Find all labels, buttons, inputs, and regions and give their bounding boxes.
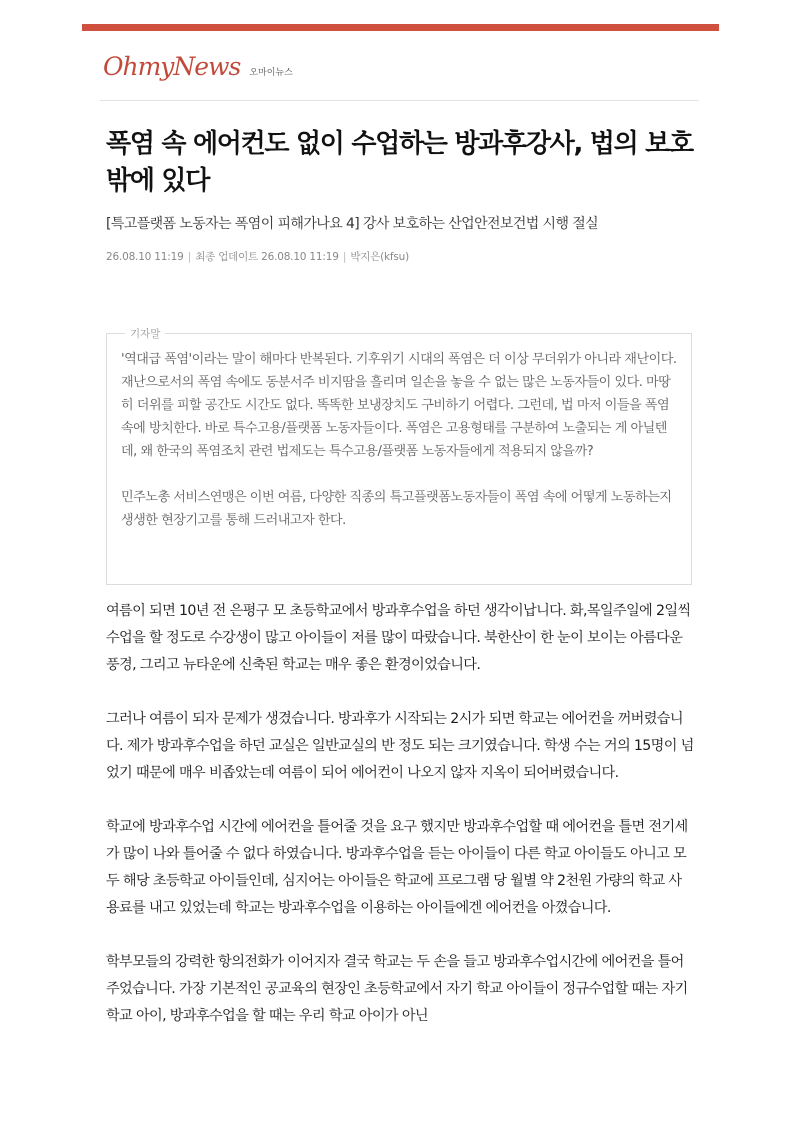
meta-separator: | [342,251,347,263]
updated-label: 최종 업데이트 [195,251,258,263]
article-headline: 폭염 속 에어컨도 없이 수업하는 방과후강사, 법의 보호 밖에 있다 [106,129,693,196]
author-name[interactable]: 박지은(kfsu) [350,251,410,263]
body-paragraph: 학교에 방과후수업 시간에 에어컨을 틀어줄 것을 요구 했지만 방과후수업할 때 에어컨을 틀면 전기세가 많이 나와 틀어줄 수 없다 하였습니다. 방과후수업을 듣는 아이들이 다른 학교 아이들도 아니고 모두 해당 초등학교 아이들인데, 심지어는 아이들은 학교에 프로그램 당 월별 약 2천원 가량의 학교 사용료를 내고 있었는데 학교는 방과후수업을 이용하는 아이들에겐 에어컨을 아꼈습니다. [106,819,688,916]
site-header [103,50,293,84]
logo-subtitle: 오마이뉴스 [249,68,293,78]
reporter-note-box [106,328,692,585]
article-subtitle: [특고플랫폼 노동자는 폭염이 피해가나요 4] 강사 보호하는 산업안전보건법 시행 절실 [106,216,599,232]
reporter-note-text [121,348,679,532]
note-paragraph: '역대급 폭염'이라는 말이 해마다 반복된다. 기후위기 시대의 폭염은 더 이상 무더위가 아니라 재난이다. 재난으로서의 폭염 속에도 동분서주 비지땀을 흘리며 일손을 놓을 수 없는 많은 노동자들이 있다. 마땅히 더위를 피할 공간도 시간도 없다. 똑똑한 보냉장치도 구비하기 어렵다. 그런데, 법 마저 이들을 폭염 속에 방치한다. 바로 특수고용/플랫폼 노동자들이다. 폭염은 고용형태를 구분하여 노출되는 게 아닐텐데, 왜 한국의 폭염조치 관련 법제도는 특수고용/플랫폼 노동자들에게 적용되지 않을까? [121,352,677,459]
header-divider [100,100,699,101]
ohmynews-logo[interactable]: OhmyNews [103,52,241,81]
note-paragraph: 민주노총 서비스연맹은 이번 여름, 다양한 직종의 특고플랫폼노동자들이 폭염 속에 어떻게 노동하는지 생생한 현장기고를 통해 드러내고자 한다. [121,490,672,528]
reporter-note-label: 기자말 [125,325,165,343]
body-paragraph: 여름이 되면 10년 전 은평구 모 초등학교에서 방과후수업을 하던 생각이납니다. 화,목일주일에 2일씩 수업을 할 정도로 수강생이 많고 아이들이 저를 많이 따랐습니다. 북한산이 한 눈이 보이는 아름다운 풍경, 그리고 뉴타운에 신축된 학교는 매우 좋은 환경이었습니다. [106,603,691,673]
article-meta [106,249,409,265]
top-accent-bar [82,24,719,31]
body-paragraph: 그러나 여름이 되자 문제가 생겼습니다. 방과후가 시작되는 2시가 되면 학교는 에어컨을 꺼버렸습니다. 제가 방과후수업을 하던 교실은 일반교실의 반 정도 되는 크기였습니다. 학생 수는 거의 15명이 넘었기 때문에 매우 비좁았는데 여름이 되어 에어컨이 나오지 않자 지옥이 되어버렸습니다. [106,711,694,781]
updated-time: 26.08.10 11:19 [261,251,339,263]
published-time: 26.08.10 11:19 [106,251,184,263]
meta-separator: | [187,251,192,263]
body-paragraph: 학부모들의 강력한 항의전화가 이어지자 결국 학교는 두 손을 들고 방과후수업시간에 에어컨을 틀어주었습니다. 가장 기본적인 공교육의 현장인 초등학교에서 자기 학교 아이들이 정규수업할 때는 자기 학교 아이, 방과후수업을 할 때는 우리 학교 아이가 아닌 [106,954,688,1024]
article-body [106,598,694,1057]
